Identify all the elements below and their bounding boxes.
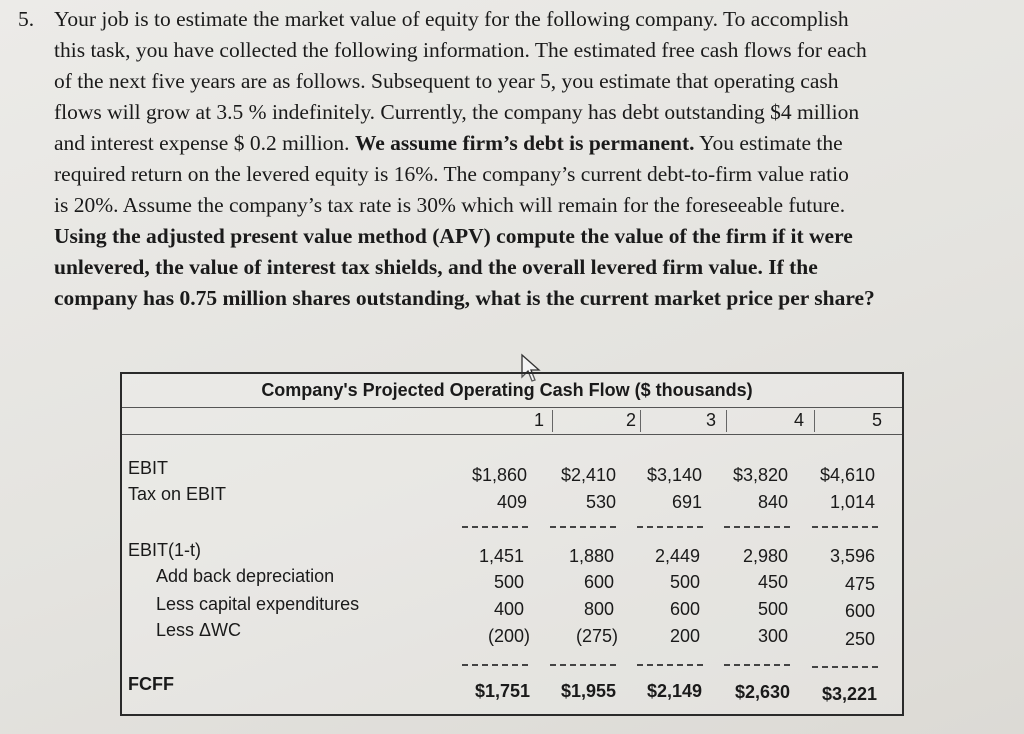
table-cell: 600	[583, 572, 614, 592]
table-cell: 1,880	[568, 546, 614, 566]
table-cell: 800	[583, 599, 614, 619]
table-cell: 500	[493, 572, 524, 592]
question-line-bold: company has 0.75 million shares outstanding, what is the current market price per share?	[54, 286, 875, 310]
table-cell: $1,955	[560, 681, 616, 701]
table-cell: 200	[669, 626, 700, 646]
table-cell: 3,596	[829, 546, 875, 566]
table-cell: $4,610	[819, 465, 875, 485]
subtotal-rule	[637, 526, 703, 528]
row-label-depreciation: Add back depreciation	[156, 566, 335, 586]
table-cell: 840	[757, 492, 788, 512]
question-line: Your job is to estimate the market value of equity for the following company. To accomplish	[54, 7, 849, 31]
row-label-tax: Tax on EBIT	[128, 484, 227, 504]
table-cell: 600	[844, 601, 875, 621]
table-cell: $2,410	[560, 465, 616, 485]
table-cell: 1,451	[478, 546, 524, 566]
table-cell: 450	[757, 572, 788, 592]
table-cell: 409	[496, 492, 527, 512]
table-cell: $3,820	[732, 465, 788, 485]
row-label-working-capital: Less ΔWC	[156, 620, 242, 640]
question-text: You estimate the	[699, 131, 843, 155]
column-divider	[552, 410, 553, 432]
row-label-ebit: EBIT	[128, 458, 169, 478]
question-line-bold: Using the adjusted present value method (APV) compute the value of the firm if it were	[54, 224, 853, 248]
column-divider	[640, 410, 641, 432]
year-label: 3	[705, 410, 716, 430]
table-cell: 600	[669, 599, 700, 619]
column-divider	[814, 410, 815, 432]
table-cell: $1,751	[474, 681, 530, 701]
row-label-ebit-after-tax: EBIT(1-t)	[128, 540, 202, 560]
table-cell: 300	[757, 626, 788, 646]
table-cell: 400	[493, 599, 524, 619]
subtotal-rule	[812, 526, 878, 528]
table-cell: 1,014	[829, 492, 875, 512]
year-header-row	[122, 410, 902, 432]
cash-flow-table	[120, 372, 904, 716]
subtotal-rule	[724, 664, 790, 666]
question-line-bold: unlevered, the value of interest tax shields, and the overall levered firm value. If the	[54, 255, 818, 279]
question-line: is 20%. Assume the company’s tax rate is 30% which will remain for the foreseeable future.	[54, 193, 846, 217]
header-divider	[122, 434, 902, 435]
table-cell: $3,140	[646, 465, 702, 485]
year-label: 1	[533, 410, 544, 430]
question-line: required return on the levered equity is 16%. The company’s current debt-to-firm value ratio	[54, 162, 849, 186]
table-cell: 691	[671, 492, 702, 512]
subtotal-rule	[462, 664, 528, 666]
header-divider	[122, 407, 902, 408]
row-label-fcff: FCFF	[128, 674, 174, 694]
table-cell: 500	[669, 572, 700, 592]
table-cell: 475	[844, 574, 875, 594]
table-cell: $2,149	[646, 681, 702, 701]
question-line: flows will grow at 3.5 % indefinitely. Currently, the company has debt outstanding $4 million	[54, 100, 860, 124]
question-line: this task, you have collected the following information. The estimated free cash flows for each	[54, 38, 867, 62]
question-line	[54, 128, 843, 159]
subtotal-rule	[550, 664, 616, 666]
table-cell: 2,449	[654, 546, 700, 566]
subtotal-rule	[550, 526, 616, 528]
row-label-capex: Less capital expenditures	[156, 594, 360, 614]
subtotal-rule	[812, 666, 878, 668]
table-cell: 530	[585, 492, 616, 512]
table-cell: $2,630	[734, 682, 790, 702]
table-title: Company's Projected Operating Cash Flow ($ thousands)	[261, 380, 753, 400]
table-cell: (200)	[487, 626, 530, 646]
question-text: and interest expense $ 0.2 million.	[54, 131, 350, 155]
column-divider	[726, 410, 727, 432]
question-line: of the next five years are as follows. Subsequent to year 5, you estimate that operating cash	[54, 69, 839, 93]
subtotal-rule	[724, 526, 790, 528]
table-cell: $1,860	[471, 465, 527, 485]
table-cell: 2,980	[742, 546, 788, 566]
table-cell: 500	[757, 599, 788, 619]
year-label: 2	[625, 410, 636, 430]
year-label: 4	[793, 410, 804, 430]
table-cell: 250	[844, 629, 875, 649]
subtotal-rule	[462, 526, 528, 528]
subtotal-rule	[637, 664, 703, 666]
question-emphasis: We assume firm’s debt is permanent.	[354, 131, 695, 155]
table-cell: $3,221	[821, 684, 877, 704]
year-label: 5	[871, 410, 882, 430]
table-cell: (275)	[575, 626, 618, 646]
question-number: 5.	[18, 7, 35, 31]
